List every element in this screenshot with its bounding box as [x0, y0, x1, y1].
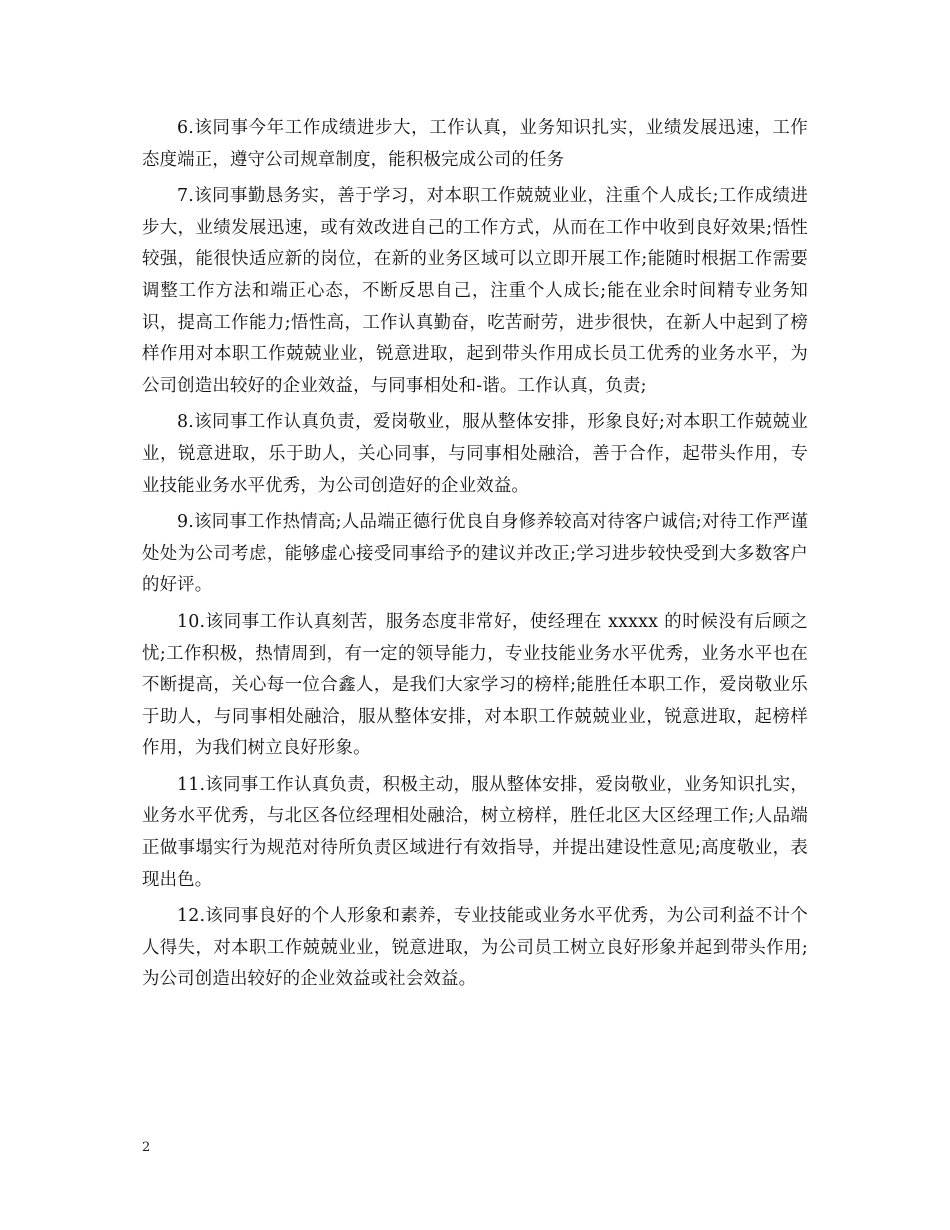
paragraph-10: 10.该同事工作认真刻苦，服务态度非常好，使经理在 xxxxx 的时候没有后顾之忧;工作积极，热情周到，有一定的领导能力，专业技能业务水平优秀，业务水平也在不断提高，关心每一位合鑫人，是我们大家学习的榜样;能胜任本职工作，爱岗敬业乐于助人，与同事相处融洽，服从整体安排，对本职工作兢兢业业，锐意进取，起榜样作用，为我们树立良好形象。: [142, 611, 808, 759]
page-number: 2: [142, 1140, 151, 1155]
paragraph-12: 12.该同事良好的个人形象和素养，专业技能或业务水平优秀，为公司利益不计个人得失，对本职工作兢兢业业，锐意进取，为公司员工树立良好形象并起到带头作用;为公司创造出较好的企业效益或社会效益。: [142, 906, 808, 990]
document-body: [142, 113, 808, 1001]
paragraph-9: 9.该同事工作热情高;人品端正德行优良自身修养较高对待客户诚信;对待工作严谨处处为公司考虑，能够虚心接受同事给予的建议并改正;学习进步较快受到大多数客户的好评。: [142, 512, 808, 596]
paragraph-11: 11.该同事工作认真负责，积极主动，服从整体安排，爱岗敬业，业务知识扎实，业务水平优秀，与北区各位经理相处融洽，树立榜样，胜任北区大区经理工作;人品端正做事塌实行为规范对待所负责区域进行有效指导，并提出建设性意见;高度敬业，表现出色。: [142, 774, 808, 890]
paragraph-6: 6.该同事今年工作成绩进步大，工作认真，业务知识扎实，业绩发展迅速，工作态度端正，遵守公司规章制度，能积极完成公司的任务: [142, 118, 808, 170]
paragraph-8: 8.该同事工作认真负责，爱岗敬业，服从整体安排，形象良好;对本职工作兢兢业业，锐意进取，乐于助人，关心同事，与同事相处融洽，善于合作，起带头作用，专业技能业务水平优秀，为公司创造好的企业效益。: [142, 412, 808, 496]
paragraph-7: 7.该同事勤恳务实，善于学习，对本职工作兢兢业业，注重个人成长;工作成绩进步大，业绩发展迅速，或有效改进自己的工作方式，从而在工作中收到良好效果;悟性较强，能很快适应新的岗位，在新的业务区域可以立即开展工作;能随时根据工作需要调整工作方法和端正心态，不断反思自己，注重个人成长;能在业余时间精专业务知识，提高工作能力;悟性高，工作认真勤奋，吃苦耐劳，进步很快，在新人中起到了榜样作用对本职工作兢兢业业，锐意进取，起到带头作用成长员工优秀的业务水平，为公司创造出较好的企业效益，与同事相处和-谐。工作认真，负责;: [142, 186, 808, 396]
